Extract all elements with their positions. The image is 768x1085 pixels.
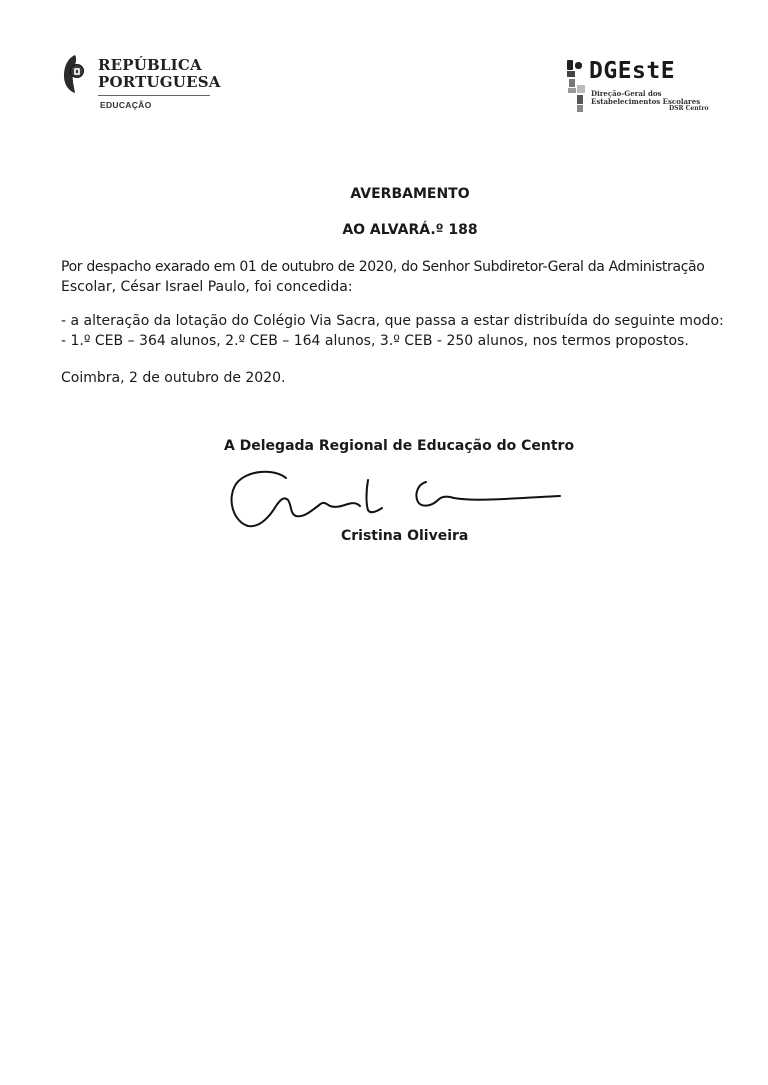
document-subtitle: AO ALVARÁ.º 188 bbox=[342, 222, 478, 238]
educacao-label: EDUCAÇÃO bbox=[100, 100, 152, 110]
dgeste-title: DGEstE bbox=[589, 58, 676, 84]
paragraph-2-line-2: - 1.º CEB – 364 alunos, 2.º CEB – 164 alunos, 3.º CEB - 250 alunos, nos termos propostos. bbox=[61, 333, 689, 349]
paragraph-1-line-2: Escolar, César Israel Paulo, foi concedida: bbox=[61, 279, 353, 295]
republica-label: REPÚBLICA bbox=[98, 56, 202, 74]
dgeste-logo bbox=[565, 58, 725, 118]
logo-divider bbox=[98, 95, 210, 96]
place-date: Coimbra, 2 de outubro de 2020. bbox=[61, 370, 286, 386]
paragraph-2-line-1: - a alteração da lotação do Colégio Via Sacra, que passa a estar distribuída do seguinte modo: bbox=[61, 313, 724, 329]
paragraph-1-line-1: Por despacho exarado em 01 de outubro de 2020, do Senhor Subdiretor-Geral da Administração bbox=[61, 259, 705, 275]
dgeste-mark-icon bbox=[565, 58, 589, 114]
document-title: AVERBAMENTO bbox=[350, 186, 470, 202]
signatory-role: A Delegada Regional de Educação do Centro bbox=[223, 438, 575, 454]
dgeste-subtitle-3: DSR Centro bbox=[669, 105, 709, 112]
republica-portuguesa-logo bbox=[62, 52, 222, 114]
dgeste-subtitle-1: Direção-Geral dos bbox=[591, 89, 662, 98]
dgeste-subtitle-2: Estabelecimentos Escolares bbox=[591, 97, 701, 106]
signatory-name: Cristina Oliveira bbox=[341, 528, 469, 544]
coat-of-arms-icon bbox=[62, 54, 88, 94]
handwritten-signature bbox=[226, 466, 562, 530]
portuguesa-label: PORTUGUESA bbox=[98, 73, 221, 91]
